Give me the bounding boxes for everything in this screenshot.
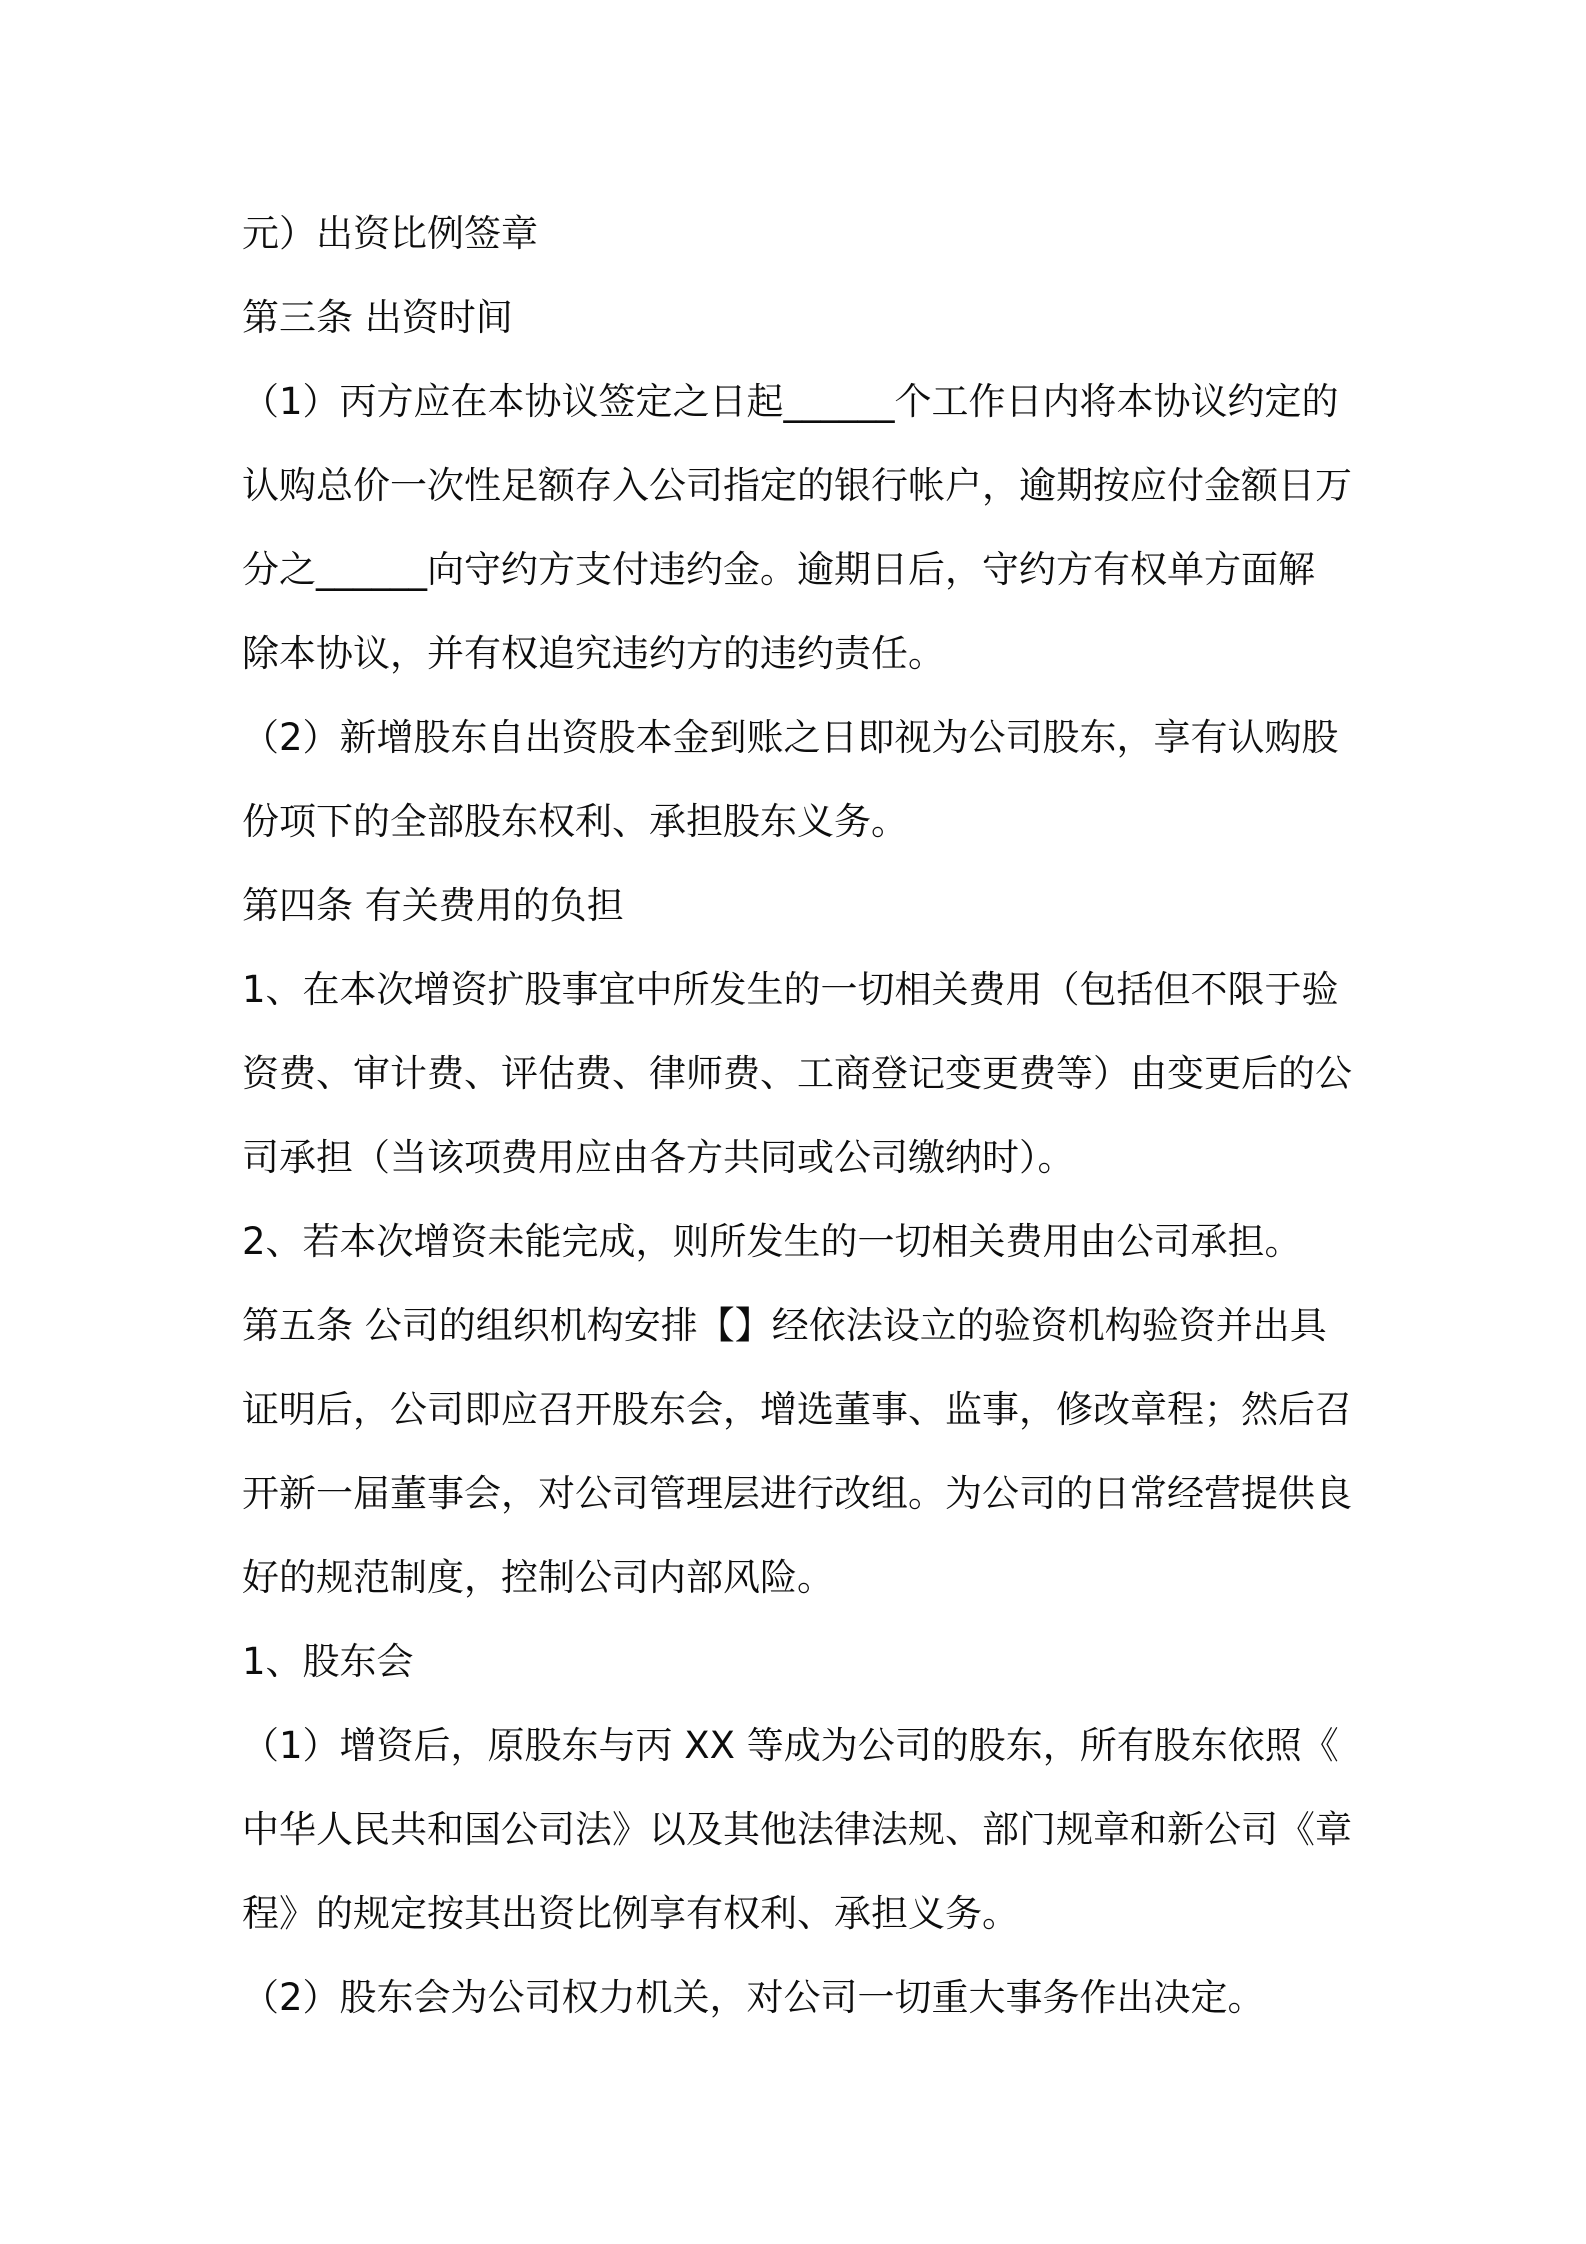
- text-line: 程》的规定按其出资比例享有权利、承担义务。: [242, 1892, 1019, 1935]
- text-line: 开新一届董事会，对公司管理层进行改组。为公司的日常经营提供良: [242, 1472, 1352, 1515]
- section-heading: 第三条 出资时间: [242, 296, 513, 339]
- text-line: 中华人民共和国公司法》以及其他法律法规、部门规章和新公司《章: [242, 1808, 1352, 1851]
- text-line: 证明后，公司即应召开股东会，增选董事、监事，修改章程；然后召: [242, 1388, 1352, 1431]
- text-line: 除本协议，并有权追究违约方的违约责任。: [242, 632, 945, 675]
- text-line: 1、在本次增资扩股事宜中所发生的一切相关费用（包括但不限于验: [242, 968, 1339, 1011]
- section-heading: 第四条 有关费用的负担: [242, 884, 624, 927]
- text-line: 好的规范制度，控制公司内部风险。: [242, 1556, 834, 1599]
- text-line: 元）出资比例签章: [242, 212, 538, 255]
- document-body: [242, 192, 1362, 2040]
- text-line: （1）增资后，原股东与丙 XX 等成为公司的股东，所有股东依照《: [242, 1724, 1339, 1767]
- text-line: （1）丙方应在本协议签定之日起______个工作日内将本协议约定的: [242, 380, 1339, 423]
- text-line: 司承担（当该项费用应由各方共同或公司缴纳时）。: [242, 1136, 1075, 1179]
- text-line: 资费、审计费、评估费、律师费、工商登记变更费等）由变更后的公: [242, 1052, 1352, 1095]
- text-line: 份项下的全部股东权利、承担股东义务。: [242, 800, 908, 843]
- section-heading: 第五条 公司的组织机构安排【】经依法设立的验资机构验资并出具: [242, 1304, 1327, 1347]
- text-line: （2）股东会为公司权力机关，对公司一切重大事务作出决定。: [242, 1976, 1265, 2019]
- text-line: （2）新增股东自出资股本金到账之日即视为公司股东，享有认购股: [242, 716, 1339, 759]
- subsection-heading: 1、股东会: [242, 1640, 414, 1683]
- text-line: 认购总价一次性足额存入公司指定的银行帐户，逾期按应付金额日万: [242, 464, 1352, 507]
- text-line: 2、若本次增资未能完成，则所发生的一切相关费用由公司承担。: [242, 1220, 1302, 1263]
- text-line: 分之______向守约方支付违约金。逾期日后，守约方有权单方面解: [242, 548, 1315, 591]
